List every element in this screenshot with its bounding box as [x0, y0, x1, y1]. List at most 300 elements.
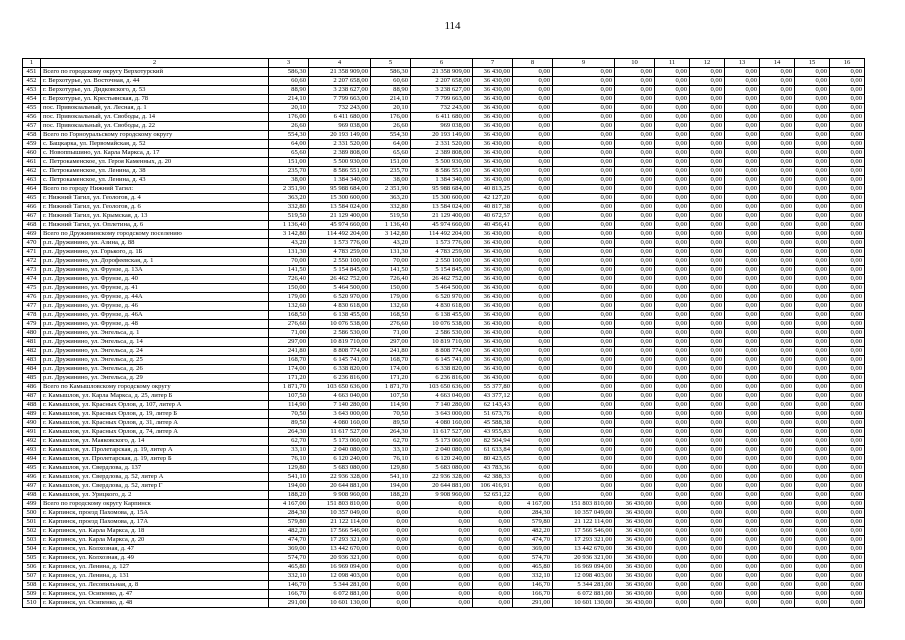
- value-cell: 0,00: [553, 311, 615, 320]
- value-cell: 70,50: [269, 410, 309, 419]
- value-cell: 0,00: [513, 167, 553, 176]
- value-cell: 3 142,80: [371, 230, 411, 239]
- value-cell: 0,00: [830, 437, 865, 446]
- value-cell: 586,30: [371, 68, 411, 77]
- value-cell: 0,00: [513, 149, 553, 158]
- value-cell: 6 145 741,00: [309, 356, 371, 365]
- row-number-cell: 473: [23, 266, 41, 275]
- value-cell: 0,00: [725, 356, 760, 365]
- value-cell: 0,00: [553, 77, 615, 86]
- value-cell: 0,00: [795, 536, 830, 545]
- value-cell: 0,00: [725, 410, 760, 419]
- value-cell: 0,00: [830, 320, 865, 329]
- value-cell: 969 038,00: [411, 122, 473, 131]
- value-cell: 0,00: [411, 581, 473, 590]
- value-cell: 0,00: [690, 302, 725, 311]
- table-row: [23, 446, 865, 455]
- row-number-cell: 498: [23, 491, 41, 500]
- value-cell: 103 650 636,00: [309, 383, 371, 392]
- value-cell: 20 193 149,00: [411, 131, 473, 140]
- column-number-cell: 16: [830, 59, 865, 68]
- value-cell: 0,00: [615, 131, 655, 140]
- row-number-cell: 459: [23, 140, 41, 149]
- value-cell: 0,00: [655, 581, 690, 590]
- value-cell: 0,00: [690, 563, 725, 572]
- value-cell: 146,70: [513, 581, 553, 590]
- value-cell: 969 038,00: [309, 122, 371, 131]
- value-cell: 2 040 080,00: [309, 446, 371, 455]
- row-number-cell: 462: [23, 167, 41, 176]
- address-cell: пос. Привокзальный, ул. Лесная, д. 1: [41, 104, 269, 113]
- value-cell: 36 430,00: [615, 599, 655, 608]
- value-cell: 0,00: [655, 158, 690, 167]
- value-cell: 0,00: [615, 284, 655, 293]
- value-cell: 0,00: [725, 329, 760, 338]
- value-cell: 0,00: [760, 599, 795, 608]
- value-cell: 0,00: [760, 185, 795, 194]
- value-cell: 5 500 930,00: [309, 158, 371, 167]
- address-cell: Всего по городскому округу Карпинск: [41, 500, 269, 509]
- table-row: [23, 221, 865, 230]
- value-cell: 0,00: [795, 167, 830, 176]
- value-cell: 0,00: [553, 104, 615, 113]
- value-cell: 6 138 455,00: [411, 311, 473, 320]
- value-cell: 0,00: [830, 230, 865, 239]
- table-row: [23, 311, 865, 320]
- value-cell: 0,00: [795, 158, 830, 167]
- value-cell: 36 430,00: [615, 518, 655, 527]
- table-row: [23, 104, 865, 113]
- value-cell: 0,00: [760, 104, 795, 113]
- value-cell: 0,00: [830, 149, 865, 158]
- table-row: [23, 293, 865, 302]
- table-row: [23, 464, 865, 473]
- value-cell: 0,00: [760, 230, 795, 239]
- value-cell: 0,00: [655, 536, 690, 545]
- address-cell: р.п. Дружинино, ул. Энгельса, д. 26: [41, 365, 269, 374]
- row-number-cell: 468: [23, 221, 41, 230]
- value-cell: 0,00: [615, 491, 655, 500]
- value-cell: 0,00: [553, 329, 615, 338]
- table-row: [23, 77, 865, 86]
- value-cell: 0,00: [795, 365, 830, 374]
- value-cell: 0,00: [553, 338, 615, 347]
- value-cell: 0,00: [830, 428, 865, 437]
- value-cell: 114 492 204,00: [411, 230, 473, 239]
- value-cell: 0,00: [795, 500, 830, 509]
- value-cell: 0,00: [690, 113, 725, 122]
- value-cell: 13 442 670,00: [553, 545, 615, 554]
- value-cell: 0,00: [655, 77, 690, 86]
- value-cell: 0,00: [513, 221, 553, 230]
- value-cell: 43 783,36: [473, 464, 513, 473]
- value-cell: 6 120 240,00: [411, 455, 473, 464]
- value-cell: 0,00: [690, 491, 725, 500]
- value-cell: 0,00: [513, 77, 553, 86]
- value-cell: 188,20: [371, 491, 411, 500]
- value-cell: 52 651,22: [473, 491, 513, 500]
- value-cell: 6 338 820,00: [411, 365, 473, 374]
- value-cell: 0,00: [795, 176, 830, 185]
- value-cell: 0,00: [371, 536, 411, 545]
- value-cell: 0,00: [725, 230, 760, 239]
- value-cell: 0,00: [615, 248, 655, 257]
- column-number-cell: 3: [269, 59, 309, 68]
- value-cell: 0,00: [725, 158, 760, 167]
- value-cell: 0,00: [725, 311, 760, 320]
- value-cell: 0,00: [795, 221, 830, 230]
- value-cell: 0,00: [553, 419, 615, 428]
- value-cell: 0,00: [725, 500, 760, 509]
- value-cell: 0,00: [795, 266, 830, 275]
- value-cell: 0,00: [615, 419, 655, 428]
- value-cell: 0,00: [795, 356, 830, 365]
- address-cell: Всего по Горноуральскому городскому округу: [41, 131, 269, 140]
- value-cell: 0,00: [655, 491, 690, 500]
- value-cell: 0,00: [760, 284, 795, 293]
- value-cell: 131,30: [269, 248, 309, 257]
- value-cell: 0,00: [513, 194, 553, 203]
- value-cell: 150,00: [269, 284, 309, 293]
- value-cell: 0,00: [690, 239, 725, 248]
- value-cell: 0,00: [725, 122, 760, 131]
- row-number-cell: 471: [23, 248, 41, 257]
- value-cell: 0,00: [371, 581, 411, 590]
- address-cell: г. Камышлов, ул. Красных Орлов, д. 107, литер А: [41, 401, 269, 410]
- value-cell: 0,00: [795, 86, 830, 95]
- address-cell: г. Карпинск, ул. Лесопильная, д. 8: [41, 581, 269, 590]
- value-cell: 0,00: [655, 482, 690, 491]
- column-number-cell: 12: [690, 59, 725, 68]
- value-cell: 0,00: [513, 455, 553, 464]
- value-cell: 0,00: [830, 302, 865, 311]
- value-cell: 36 430,00: [473, 104, 513, 113]
- value-cell: 21 129 400,00: [309, 212, 371, 221]
- table-row: [23, 383, 865, 392]
- table-row: [23, 563, 865, 572]
- value-cell: 0,00: [473, 554, 513, 563]
- value-cell: 0,00: [655, 68, 690, 77]
- value-cell: 3 643 000,00: [309, 410, 371, 419]
- value-cell: 0,00: [411, 536, 473, 545]
- row-number-cell: 487: [23, 392, 41, 401]
- table-row: [23, 320, 865, 329]
- value-cell: 0,00: [690, 401, 725, 410]
- value-cell: 168,50: [269, 311, 309, 320]
- value-cell: 0,00: [411, 545, 473, 554]
- value-cell: 0,00: [615, 239, 655, 248]
- value-cell: 0,00: [513, 257, 553, 266]
- value-cell: 6 072 881,00: [553, 590, 615, 599]
- value-cell: 0,00: [830, 347, 865, 356]
- value-cell: 95 988 684,00: [309, 185, 371, 194]
- value-cell: 0,00: [371, 527, 411, 536]
- value-cell: 541,10: [371, 473, 411, 482]
- value-cell: 36 430,00: [473, 167, 513, 176]
- value-cell: 0,00: [830, 86, 865, 95]
- value-cell: 0,00: [553, 437, 615, 446]
- value-cell: 0,00: [760, 356, 795, 365]
- value-cell: 16 969 094,00: [553, 563, 615, 572]
- value-cell: 0,00: [655, 599, 690, 608]
- value-cell: 0,00: [655, 320, 690, 329]
- value-cell: 0,00: [655, 86, 690, 95]
- value-cell: 0,00: [553, 221, 615, 230]
- value-cell: 0,00: [795, 140, 830, 149]
- value-cell: 0,00: [760, 140, 795, 149]
- value-cell: 0,00: [830, 266, 865, 275]
- row-number-cell: 477: [23, 302, 41, 311]
- value-cell: 168,70: [269, 356, 309, 365]
- value-cell: 474,70: [269, 536, 309, 545]
- value-cell: 0,00: [615, 176, 655, 185]
- value-cell: 0,00: [615, 275, 655, 284]
- value-cell: 0,00: [690, 68, 725, 77]
- value-cell: 0,00: [655, 194, 690, 203]
- value-cell: 10 357 049,00: [553, 509, 615, 518]
- value-cell: 0,00: [615, 77, 655, 86]
- value-cell: 0,00: [830, 257, 865, 266]
- value-cell: 36 430,00: [473, 374, 513, 383]
- value-cell: 0,00: [513, 158, 553, 167]
- value-cell: 20 644 881,00: [309, 482, 371, 491]
- value-cell: 9 908 960,00: [309, 491, 371, 500]
- address-cell: г. Карпинск, ул. Колхозная, д. 47: [41, 545, 269, 554]
- value-cell: 0,00: [760, 437, 795, 446]
- value-cell: 0,00: [513, 419, 553, 428]
- value-cell: 0,00: [655, 266, 690, 275]
- value-cell: 43,20: [371, 239, 411, 248]
- value-cell: 0,00: [760, 374, 795, 383]
- value-cell: 0,00: [655, 131, 690, 140]
- value-cell: 0,00: [513, 464, 553, 473]
- value-cell: 55 377,80: [473, 383, 513, 392]
- value-cell: 0,00: [553, 86, 615, 95]
- value-cell: 70,50: [371, 410, 411, 419]
- value-cell: 38,00: [269, 176, 309, 185]
- value-cell: 0,00: [795, 284, 830, 293]
- value-cell: 0,00: [690, 194, 725, 203]
- value-cell: 0,00: [830, 140, 865, 149]
- value-cell: 0,00: [553, 257, 615, 266]
- value-cell: 0,00: [760, 158, 795, 167]
- value-cell: 0,00: [655, 464, 690, 473]
- value-cell: 0,00: [830, 194, 865, 203]
- value-cell: 3 238 627,00: [411, 86, 473, 95]
- table-row: [23, 140, 865, 149]
- value-cell: 0,00: [473, 527, 513, 536]
- value-cell: 0,00: [830, 365, 865, 374]
- value-cell: 1 384 340,00: [309, 176, 371, 185]
- value-cell: 5 154 845,00: [309, 266, 371, 275]
- value-cell: 0,00: [411, 590, 473, 599]
- value-cell: 0,00: [795, 185, 830, 194]
- value-cell: 0,00: [655, 374, 690, 383]
- value-cell: 0,00: [690, 311, 725, 320]
- row-number-cell: 475: [23, 284, 41, 293]
- value-cell: 0,00: [371, 509, 411, 518]
- value-cell: 0,00: [513, 491, 553, 500]
- value-cell: 297,00: [269, 338, 309, 347]
- address-cell: г. Камышлов, ул. Красных Орлов, д. 19, литер Б: [41, 410, 269, 419]
- value-cell: 11 617 527,00: [309, 428, 371, 437]
- value-cell: 131,30: [371, 248, 411, 257]
- value-cell: 0,00: [615, 320, 655, 329]
- value-cell: 0,00: [553, 347, 615, 356]
- value-cell: 0,00: [615, 122, 655, 131]
- value-cell: 0,00: [655, 347, 690, 356]
- row-number-cell: 469: [23, 230, 41, 239]
- value-cell: 0,00: [513, 320, 553, 329]
- address-cell: г. Карпинск, ул. Колхозная, д. 49: [41, 554, 269, 563]
- value-cell: 103 650 636,00: [411, 383, 473, 392]
- value-cell: 0,00: [655, 401, 690, 410]
- value-cell: 0,00: [830, 572, 865, 581]
- value-cell: 20,10: [269, 104, 309, 113]
- value-cell: 0,00: [725, 527, 760, 536]
- value-cell: 42 127,20: [473, 194, 513, 203]
- value-cell: 726,40: [269, 275, 309, 284]
- value-cell: 7 799 663,00: [309, 95, 371, 104]
- value-cell: 107,50: [269, 392, 309, 401]
- table-row: [23, 131, 865, 140]
- value-cell: 0,00: [655, 365, 690, 374]
- value-cell: 0,00: [371, 563, 411, 572]
- value-cell: 0,00: [795, 491, 830, 500]
- value-cell: 0,00: [513, 239, 553, 248]
- value-cell: 0,00: [615, 293, 655, 302]
- value-cell: 0,00: [371, 500, 411, 509]
- value-cell: 0,00: [830, 545, 865, 554]
- table-row: [23, 176, 865, 185]
- value-cell: 0,00: [513, 185, 553, 194]
- value-cell: 0,00: [760, 383, 795, 392]
- value-cell: 95 988 684,00: [411, 185, 473, 194]
- value-cell: 36 430,00: [473, 284, 513, 293]
- value-cell: 0,00: [553, 239, 615, 248]
- value-cell: 40 672,57: [473, 212, 513, 221]
- address-cell: пос. Привокзальный, ул. Свободы, д. 22: [41, 122, 269, 131]
- value-cell: 0,00: [553, 410, 615, 419]
- value-cell: 0,00: [690, 599, 725, 608]
- value-cell: 174,00: [269, 365, 309, 374]
- value-cell: 0,00: [760, 590, 795, 599]
- value-cell: 0,00: [513, 86, 553, 95]
- value-cell: 6 072 881,00: [309, 590, 371, 599]
- value-cell: 12 098 403,00: [553, 572, 615, 581]
- value-cell: 7 799 663,00: [411, 95, 473, 104]
- value-cell: 4 830 618,00: [309, 302, 371, 311]
- row-number-cell: 476: [23, 293, 41, 302]
- table-row: [23, 455, 865, 464]
- value-cell: 0,00: [690, 248, 725, 257]
- value-cell: 2 040 080,00: [411, 446, 473, 455]
- value-cell: 0,00: [655, 383, 690, 392]
- value-cell: 10 601 130,00: [309, 599, 371, 608]
- value-cell: 0,00: [513, 275, 553, 284]
- value-cell: 0,00: [371, 554, 411, 563]
- value-cell: 0,00: [655, 473, 690, 482]
- value-cell: 579,80: [269, 518, 309, 527]
- table-row: [23, 401, 865, 410]
- value-cell: 0,00: [830, 104, 865, 113]
- value-cell: 0,00: [513, 203, 553, 212]
- value-cell: 8 808 774,00: [411, 347, 473, 356]
- row-number-cell: 466: [23, 203, 41, 212]
- value-cell: 150,00: [371, 284, 411, 293]
- column-number-cell: 2: [41, 59, 269, 68]
- value-cell: 0,00: [553, 185, 615, 194]
- value-cell: 0,00: [795, 212, 830, 221]
- address-cell: с. Петрокаменское, ул. Ленина, д. 43: [41, 176, 269, 185]
- table-row: [23, 599, 865, 608]
- value-cell: 0,00: [513, 392, 553, 401]
- value-cell: 0,00: [760, 554, 795, 563]
- value-cell: 21 358 909,00: [309, 68, 371, 77]
- value-cell: 0,00: [615, 374, 655, 383]
- value-cell: 20 644 881,00: [411, 482, 473, 491]
- value-cell: 369,00: [513, 545, 553, 554]
- value-cell: 0,00: [655, 329, 690, 338]
- value-cell: 0,00: [655, 230, 690, 239]
- value-cell: 62,70: [269, 437, 309, 446]
- value-cell: 6 411 680,00: [309, 113, 371, 122]
- table-row: [23, 509, 865, 518]
- table-row: [23, 158, 865, 167]
- table-row: [23, 185, 865, 194]
- value-cell: 0,00: [795, 527, 830, 536]
- value-cell: 5 344 281,00: [553, 581, 615, 590]
- address-cell: Всего по Дружининскому городскому поселению: [41, 230, 269, 239]
- value-cell: 151 803 810,00: [553, 500, 615, 509]
- value-cell: 36 430,00: [615, 545, 655, 554]
- value-cell: 40 817,38: [473, 203, 513, 212]
- value-cell: 0,00: [655, 95, 690, 104]
- value-cell: 0,00: [655, 500, 690, 509]
- value-cell: 0,00: [725, 383, 760, 392]
- value-cell: 0,00: [690, 446, 725, 455]
- value-cell: 2 351,90: [371, 185, 411, 194]
- address-cell: р.п. Дружинино, ул. Фрунзе, д. 13А: [41, 266, 269, 275]
- value-cell: 151,00: [371, 158, 411, 167]
- value-cell: 6 120 240,00: [309, 455, 371, 464]
- table-row: [23, 203, 865, 212]
- value-cell: 0,00: [553, 158, 615, 167]
- value-cell: 16 969 094,00: [309, 563, 371, 572]
- value-cell: 0,00: [725, 446, 760, 455]
- address-cell: г. Камышлов, ул. Свердлова, д. 52, литер А: [41, 473, 269, 482]
- value-cell: 0,00: [795, 464, 830, 473]
- value-cell: 0,00: [553, 203, 615, 212]
- value-cell: 0,00: [655, 248, 690, 257]
- value-cell: 0,00: [615, 428, 655, 437]
- value-cell: 0,00: [655, 455, 690, 464]
- value-cell: 5 154 845,00: [411, 266, 473, 275]
- value-cell: 0,00: [473, 563, 513, 572]
- value-cell: 0,00: [371, 599, 411, 608]
- table-body: [23, 68, 865, 608]
- value-cell: 0,00: [513, 347, 553, 356]
- value-cell: 8 586 551,00: [309, 167, 371, 176]
- value-cell: 0,00: [553, 230, 615, 239]
- value-cell: 174,00: [371, 365, 411, 374]
- value-cell: 0,00: [760, 518, 795, 527]
- value-cell: 0,00: [513, 95, 553, 104]
- table-row: [23, 590, 865, 599]
- address-cell: г. Нижний Тагил, ул. Геологов, д. 6: [41, 203, 269, 212]
- row-number-cell: 492: [23, 437, 41, 446]
- value-cell: 0,00: [795, 437, 830, 446]
